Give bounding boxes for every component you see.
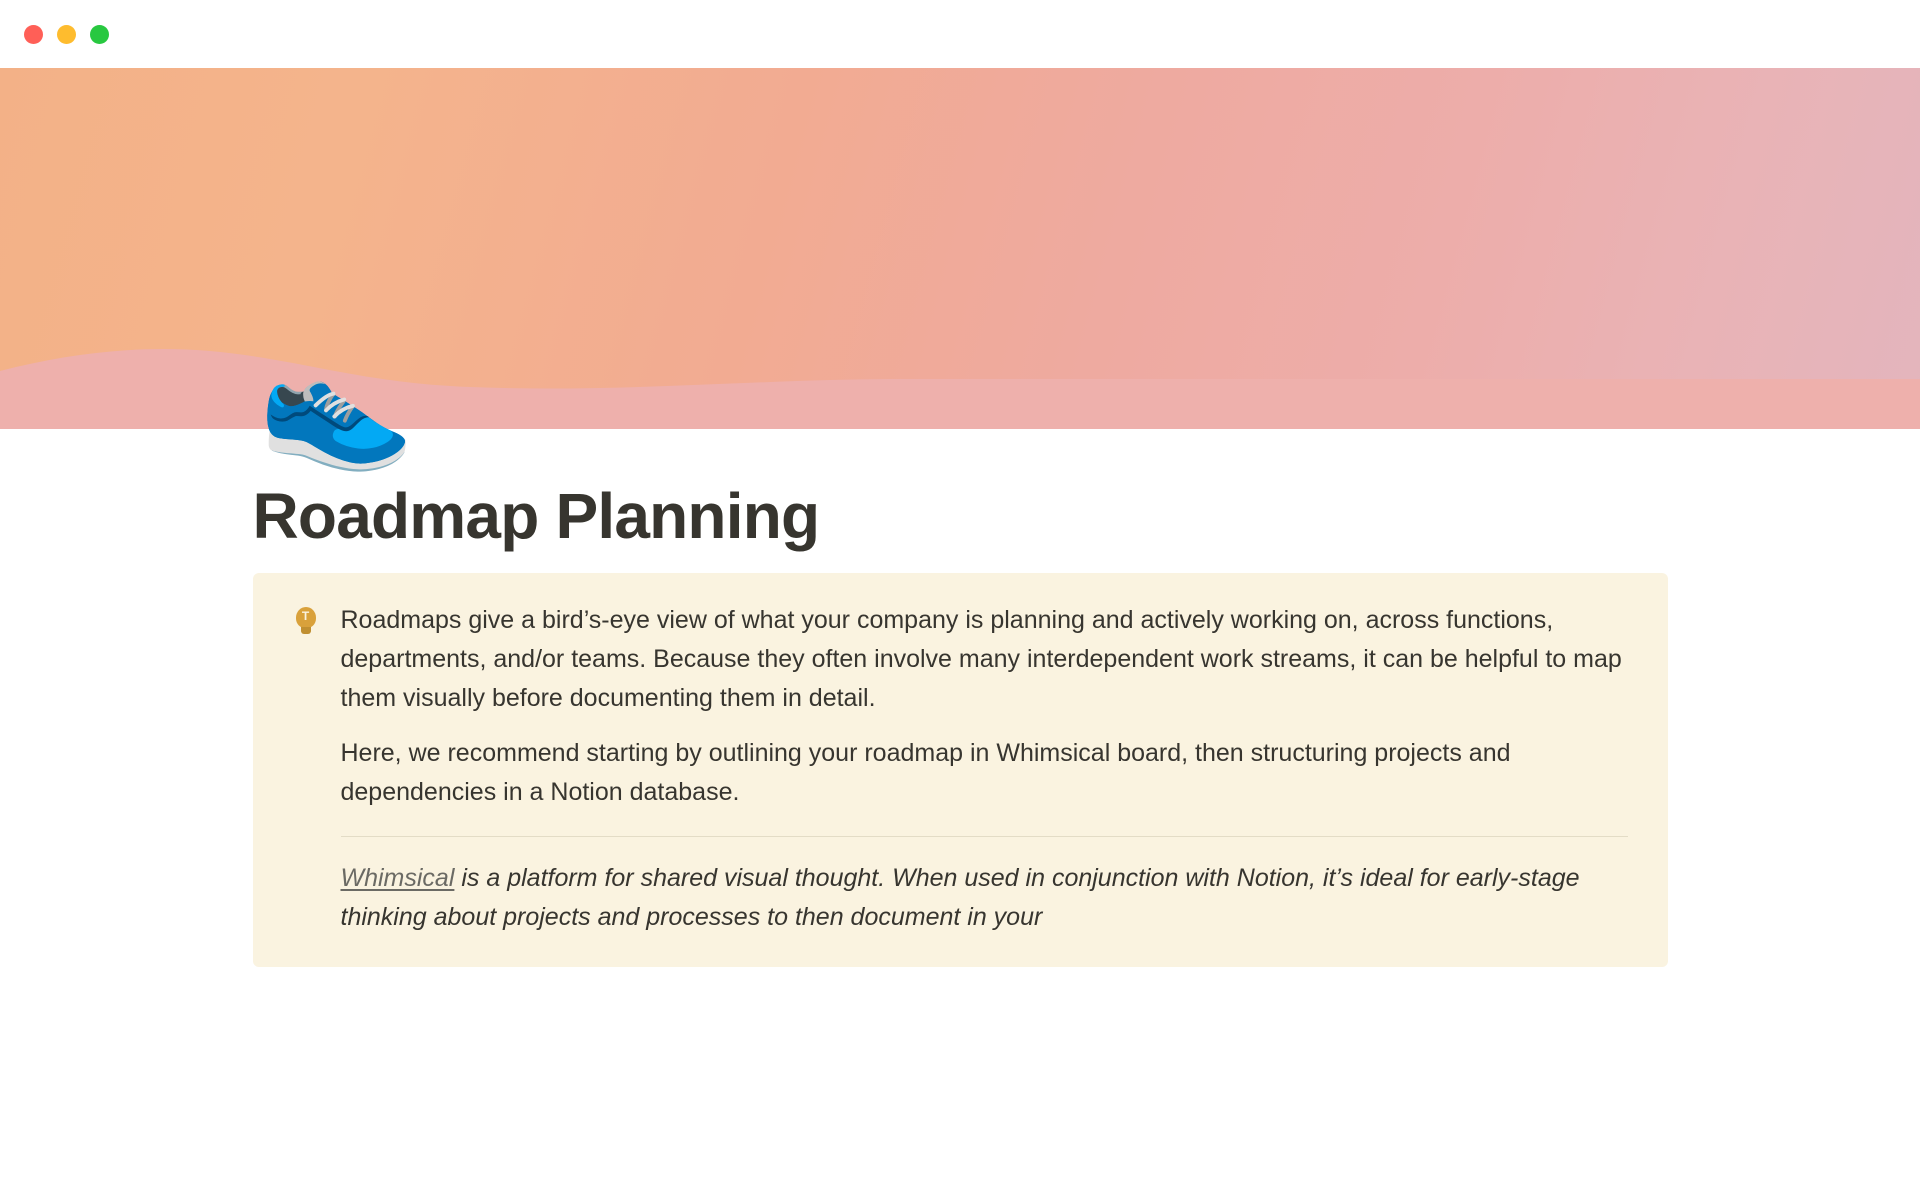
minimize-window-button[interactable]	[57, 25, 76, 44]
traffic-light-group	[24, 25, 109, 44]
running-shoe-emoji-icon[interactable]: 👟	[258, 332, 415, 473]
window-titlebar	[0, 0, 1920, 68]
callout-note-text: is a platform for shared visual thought. When used in conjunction with Notion, it’s ideal for early-stage thinking about projects and processes to then document in your	[340, 863, 1580, 931]
whimsical-link[interactable]: Whimsical	[340, 863, 455, 892]
callout-paragraph-1: Roadmaps give a bird’s-eye view of what your company is planning and actively working on, across functions, departments, and/or teams. Because they often involve many interdependent work streams, it can be helpful to map them visually before documenting them in detail.	[340, 605, 1622, 712]
callout-divider	[341, 836, 1628, 837]
callout-note	[341, 859, 1628, 937]
page-content	[0, 429, 1920, 967]
callout-paragraph-2: Here, we recommend starting by outlining your roadmap in Whimsical board, then structuring projects and dependencies in a Notion database.	[340, 738, 1511, 806]
page-title[interactable]: Roadmap Planning	[252, 480, 820, 552]
callout-body	[341, 601, 1628, 937]
light-bulb-icon	[289, 607, 323, 647]
maximize-window-button[interactable]	[90, 25, 109, 44]
close-window-button[interactable]	[24, 25, 43, 44]
callout-block[interactable]	[253, 573, 1668, 967]
